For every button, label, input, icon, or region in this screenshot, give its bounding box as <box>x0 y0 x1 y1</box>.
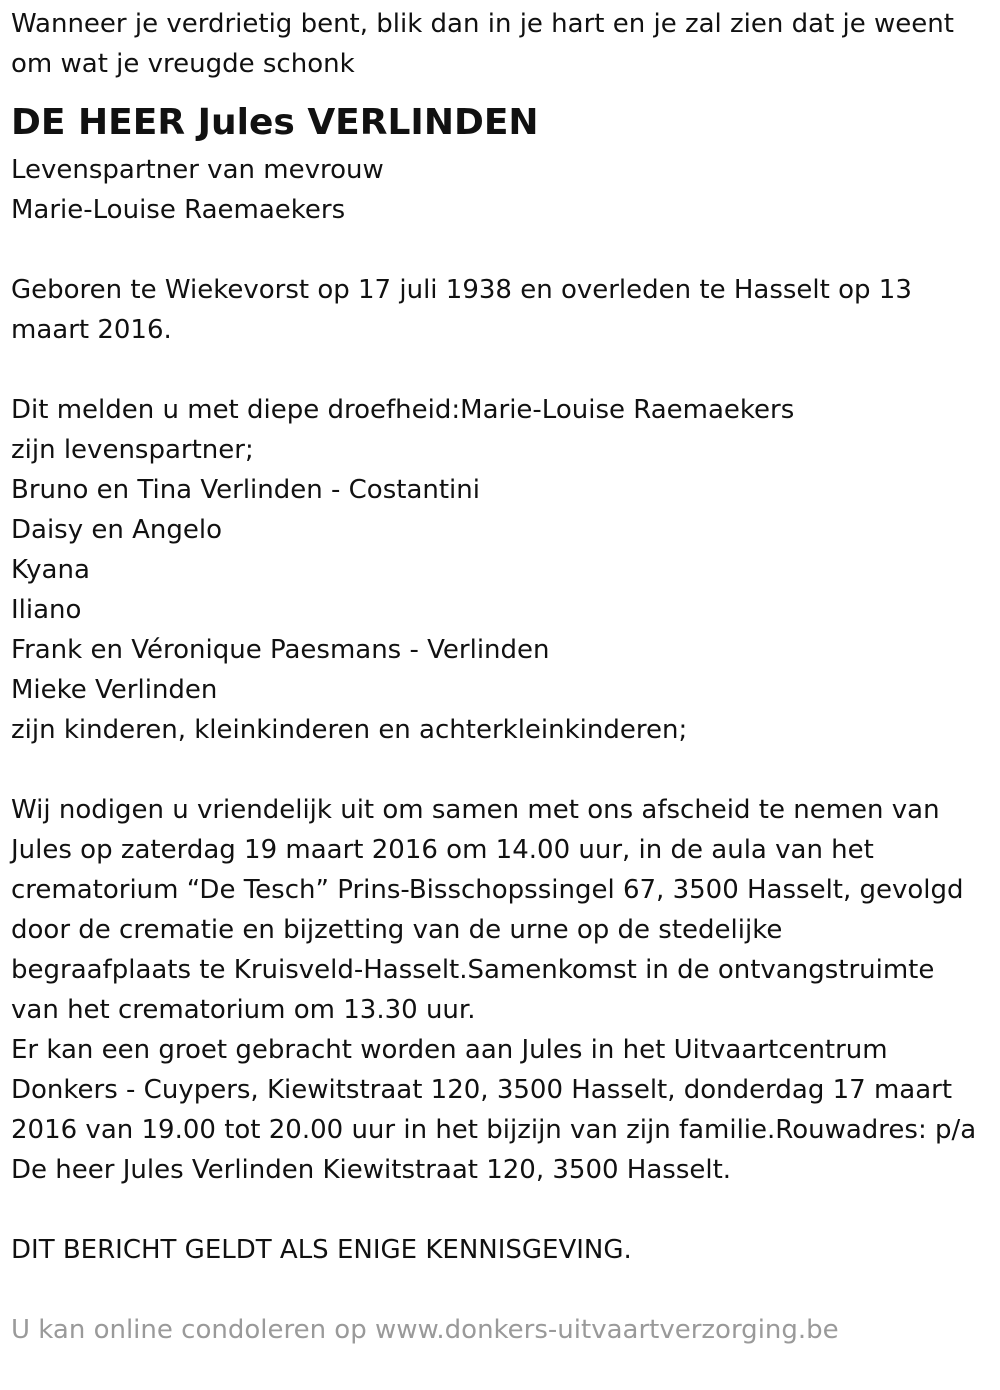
deceased-name-title: DE HEER Jules VERLINDEN <box>11 102 539 143</box>
ceremony-line: door de crematie en bijzetting van de urne op de stedelijke <box>11 915 783 945</box>
partner-block <box>11 150 990 230</box>
motto-line: Wanneer je verdrietig bent, blik dan in je hart en je zal zien dat je weent <box>11 9 954 39</box>
ceremony-line: van het crematorium om 13.30 uur. <box>11 995 476 1025</box>
family-line: Kyana <box>11 555 90 585</box>
spacer <box>11 230 990 270</box>
spacer <box>11 350 990 390</box>
family-line: zijn levenspartner; <box>11 435 254 465</box>
ceremony-line: Jules op zaterdag 19 maart 2016 om 14.00 uur, in de aula van het <box>11 835 874 865</box>
family-line: Bruno en Tina Verlinden - Costantini <box>11 475 480 505</box>
ceremony-line: Donkers - Cuypers, Kiewitstraat 120, 3500 Hasselt, donderdag 17 maart <box>11 1075 953 1105</box>
ceremony-line: 2016 van 19.00 tot 20.00 uur in het bijzijn van zijn familie.Rouwadres: p/a <box>11 1115 977 1145</box>
family-line: Dit melden u met diepe droefheid:Marie-Louise Raemaekers <box>11 395 795 425</box>
motto-line: om wat je vreugde schonk <box>11 49 355 79</box>
family-line: zijn kinderen, kleinkinderen en achterkleinkinderen; <box>11 715 688 745</box>
birth-death-line: Geboren te Wiekevorst op 17 juli 1938 en overleden te Hasselt op 13 <box>11 275 912 305</box>
family-line: Iliano <box>11 595 82 625</box>
notice-line: DIT BERICHT GELDT ALS ENIGE KENNISGEVING. <box>11 1235 632 1265</box>
family-block <box>11 390 990 750</box>
family-line: Daisy en Angelo <box>11 515 223 545</box>
family-line: Frank en Véronique Paesmans - Verlinden <box>11 635 550 665</box>
birth-death-line: maart 2016. <box>11 315 172 345</box>
partner-line: Levenspartner van mevrouw <box>11 155 384 185</box>
partner-line: Marie-Louise Raemaekers <box>11 195 346 225</box>
family-line: Mieke Verlinden <box>11 675 218 705</box>
condolence-footer: U kan online condoleren op www.donkers-uitvaartverzorging.be <box>11 1315 839 1345</box>
birth-death-block <box>11 270 990 350</box>
spacer <box>11 1190 990 1230</box>
ceremony-line: Wij nodigen u vriendelijk uit om samen met ons afscheid te nemen van <box>11 795 940 825</box>
motto-block <box>11 4 990 84</box>
spacer <box>11 750 990 790</box>
ceremony-line: begraafplaats te Kruisveld-Hasselt.Samenkomst in de ontvangstruimte <box>11 955 935 985</box>
spacer <box>11 1270 990 1310</box>
ceremony-line: crematorium “De Tesch” Prins-Bisschopssingel 67, 3500 Hasselt, gevolgd <box>11 875 964 905</box>
ceremony-line: De heer Jules Verlinden Kiewitstraat 120, 3500 Hasselt. <box>11 1155 732 1185</box>
ceremony-block <box>11 790 990 1190</box>
ceremony-line: Er kan een groet gebracht worden aan Jules in het Uitvaartcentrum <box>11 1035 888 1065</box>
